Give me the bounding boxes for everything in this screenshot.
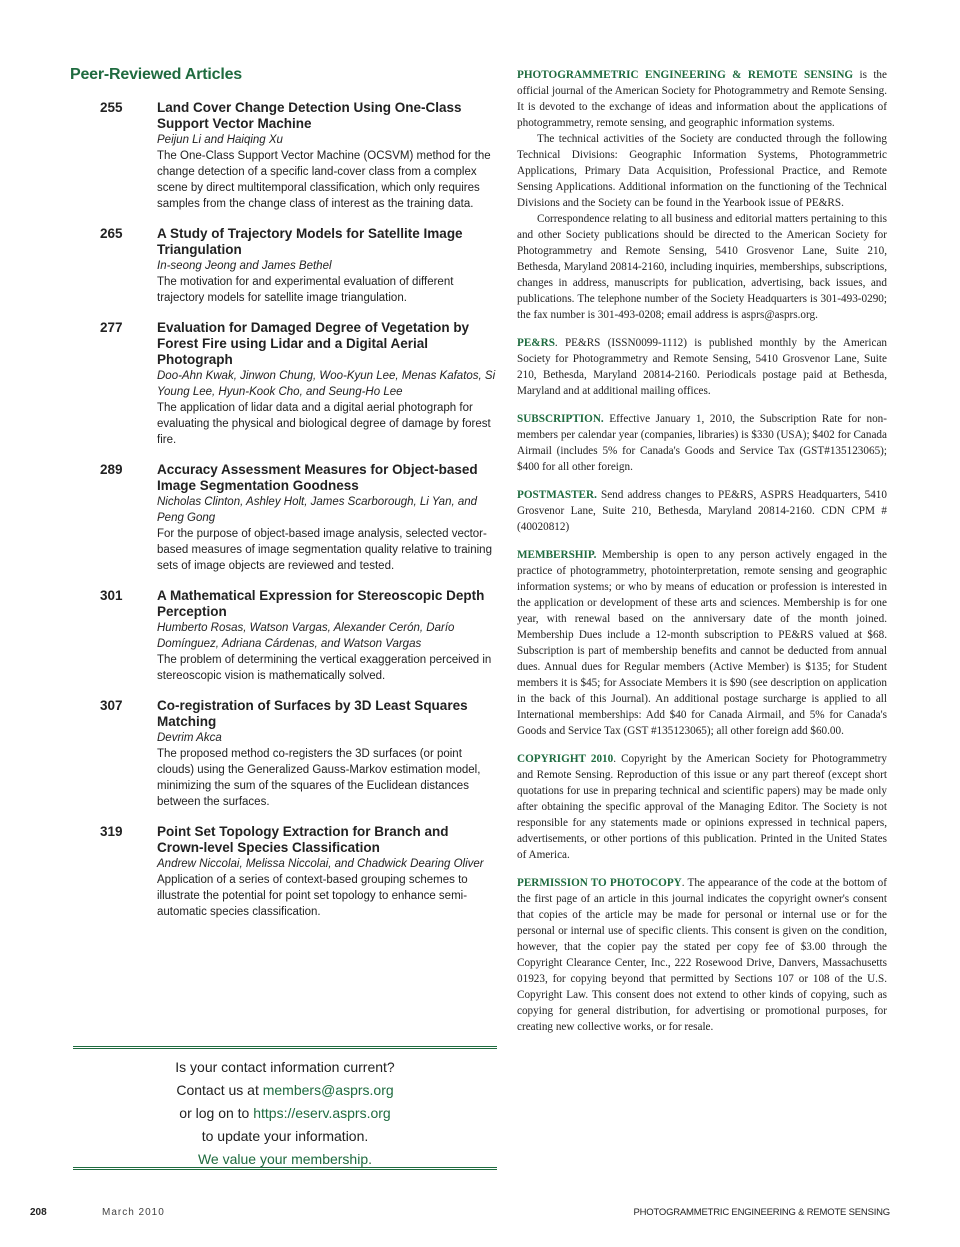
membership-paragraph: MEMBERSHIP. Membership is open to any person actively engaged in the practice of photogrammetry, photointerpretation, remote sensing and geographic information systems; or who by means of education or profession is interested in the application or development of these arts and sciences. Membership is for one year, with renewal based on the anniversary date of the month joined. Membership Dues include a 12-month subscription to PE&RS valued at $68. Subscription is part of membership benefits and cannot be deducted from annual dues. Annual dues for Regular members (Active Member) is $135; for Student members it is $45; for Associate Members it is $90 (see description on application in the back of this Journal). An additional postage surcharge is applied to all International memberships: Add $40 for Canada Airmail, and 5% for Canada's Goods and Service Tax (GST #135123065); all other foreign add $60.00.	[517, 549, 887, 737]
article-title[interactable]: Evaluation for Damaged Degree of Vegetation by Forest Fire using Lidar and a Digital Aerial Photograph	[157, 320, 470, 367]
article-body	[157, 588, 496, 684]
article-page-number: 289	[100, 462, 123, 477]
journal-info	[517, 67, 887, 1047]
eserv-link[interactable]: https://eserv.asprs.org	[253, 1105, 391, 1121]
article-entry	[70, 226, 496, 306]
article-authors: Devrim Akca	[157, 732, 222, 744]
issue-date: March 2010	[102, 1207, 165, 1218]
pers-paragraph: PE&RS. PE&RS (ISSN0099-1112) is published monthly by the American Society for Photogrammetry and Remote Sensing, 5410 Grosvenor Lane, Suite 210, Bethesda, Maryland 20814-2160. Periodicals postage paid at Bethesda, Maryland and at additional mailing offices.	[517, 337, 887, 397]
article-authors: In-seong Jeong and James Bethel	[157, 260, 332, 272]
article-authors: Doo-Ahn Kwak, Jinwon Chung, Woo-Kyun Lee, Menas Kafatos, Si Young Lee, Hyun-Kook Cho, and Seung-Ho Lee	[157, 370, 496, 398]
article-description: The One-Class Support Vector Machine (OCSVM) method for the change detection of a specific land-cover class from a complex scene by direct multitemporal classification, which only requires samples from the change class of interest as the training data.	[157, 150, 491, 210]
article-description: The problem of determining the vertical exaggeration perceived in stereoscopic vision is mathematically solved.	[157, 654, 492, 682]
postmaster-paragraph: POSTMASTER. Send address changes to PE&RS, ASPRS Headquarters, 5410 Grosvenor Lane, Suite 210, Bethesda, Maryland 20814-2160. CDN CPM #(40020812)	[517, 489, 887, 533]
article-body	[157, 698, 496, 810]
article-page-number: 265	[100, 226, 123, 241]
copyright-paragraph: COPYRIGHT 2010. Copyright by the American Society for Photogrammetry and Remote Sensing. Reproduction of this issue or any part thereof (except short quotations for use in preparing technical and scientific papers) may be made only after obtaining the specific approval of the Managing Editor. The Society is not responsible for any statements made or opinions expressed in technical papers, advertisements, or other portions of this publication. Printed in the United States of America.	[517, 753, 887, 861]
article-page-number: 277	[100, 320, 123, 335]
email-link[interactable]: members@asprs.org	[262, 1082, 394, 1098]
article-page-number: 301	[100, 588, 123, 603]
article-page-number: 307	[100, 698, 123, 713]
article-description: The proposed method co-registers the 3D surfaces (or point clouds) using the Generalized Gauss-Markov estimation model, minimizing the sum of the squares of the Euclidean distances between the surfaces.	[157, 748, 481, 808]
article-body	[157, 226, 496, 306]
article-description: For the purpose of object-based image analysis, selected vector-based measures of image segmentation quality relative to training sets of image objects are reviewed and tested.	[157, 528, 492, 572]
notice-update-line: to update your information.	[201, 1128, 369, 1144]
article-authors: Peijun Li and Haiqing Xu	[157, 134, 283, 146]
article-authors: Nicholas Clinton, Ashley Holt, James Scarborough, Li Yan, and Peng Gong	[157, 496, 478, 524]
photocopy-paragraph: PERMISSION TO PHOTOCOPY. The appearance of the code at the bottom of the first page of an article in this journal indicates the copyright owner's consent that copies of the article may be made for personal or internal use or for the personal or internal use of specific clients. This consent is given on the condition, however, that the copier pay the stated per copy fee of $3.00 through the Copyright Clearance Center, Inc., 222 Rosewood Drive, Danvers, Massachusetts 01923, for copying beyond that permitted by Sections 107 or 108 of the U.S. Copyright Law. This consent does not extend to other kinds of copying, such as copying for general distribution, for advertising or promotional purposes, for creating new collective works, or for resale.	[517, 877, 887, 1033]
notice-contact-line: Contact us at members@asprs.org	[176, 1082, 394, 1098]
article-title[interactable]: A Mathematical Expression for Stereoscopic Depth Perception	[157, 588, 485, 619]
article-authors: Andrew Niccolai, Melissa Niccolai, and Chadwick Dearing Oliver	[157, 858, 484, 870]
journal-name: PHOTOGRAMMETRIC ENGINEERING & REMOTE SENSING	[633, 1207, 890, 1218]
contact-notice	[73, 1046, 497, 1170]
notice-question: Is your contact information current?	[175, 1059, 395, 1075]
article-entry	[70, 698, 496, 810]
article-entry	[70, 100, 496, 212]
article-title[interactable]: Point Set Topology Extraction for Branch and Crown-level Species Classification	[157, 824, 449, 855]
section-title: Peer-Reviewed Articles	[70, 66, 242, 83]
page-number: 208	[30, 1207, 47, 1218]
article-body	[157, 824, 496, 920]
article-description: The application of lidar data and a digital aerial photograph for evaluating the physical and biological degree of damage by forest fire.	[157, 402, 491, 446]
article-page-number: 319	[100, 824, 123, 839]
article-entry	[70, 462, 496, 574]
article-authors: Humberto Rosas, Watson Vargas, Alexander Cerón, Darío Domínguez, Adriana Cárdenas, and Watson Vargas	[157, 622, 455, 650]
article-description: Application of a series of context-based grouping schemes to illustrate the potential for point set topology to enhance semi-automatic species classification.	[157, 874, 468, 918]
article-body	[157, 100, 496, 212]
article-list	[70, 100, 496, 920]
correspondence-paragraph: Correspondence relating to all business and editorial matters pertaining to this and other Society publications should be directed to the American Society for Photogrammetry and Remote Sensing, 5410 Grosvenor Lane, Suite 210, Bethesda, Maryland 20814-2160, including inquiries, memberships, subscriptions, changes in address, manuscripts for publication, advertising, back issues, and publications. The telephone number of the Society Headquarters is 301-493-0290; the fax number is 301-493-0208; email address is asprs@asprs.org.	[517, 213, 887, 321]
article-title[interactable]: Land Cover Change Detection Using One-Class Support Vector Machine	[157, 100, 462, 131]
subscription-paragraph: SUBSCRIPTION. Effective January 1, 2010, the Subscription Rate for non-members per calendar year (companies, libraries) is $330 (USA); $402 for Canada Airmail (includes 5% for Canada's Goods and Service Tax (GST#135123065); $400 for all other foreign.	[517, 413, 887, 473]
notice-value-line: We value your membership.	[197, 1151, 373, 1167]
article-title[interactable]: Accuracy Assessment Measures for Object-based Image Segmentation Goodness	[157, 462, 478, 493]
notice-logon-line: or log on to https://eserv.asprs.org	[179, 1105, 391, 1121]
article-page-number: 255	[100, 100, 123, 115]
article-title[interactable]: A Study of Trajectory Models for Satellite Image Triangulation	[157, 226, 463, 257]
intro-paragraph: PHOTOGRAMMETRIC ENGINEERING & REMOTE SENSING is the official journal of the American Society for Photogrammetry and Remote Sensing. It is devoted to the exchange of ideas and information about the applications of photogrammetry, remote sensing, and geographic information systems.	[517, 69, 887, 129]
article-title[interactable]: Co-registration of Surfaces by 3D Least Squares Matching	[157, 698, 468, 729]
table-of-contents	[70, 66, 496, 934]
article-entry	[70, 588, 496, 684]
article-entry	[70, 824, 496, 920]
article-body	[157, 462, 496, 574]
technical-activities-paragraph: The technical activities of the Society are conducted through the following Technical Divisions: Geographic Information Systems, Photogrammetric Applications, Primary Data Acquisition, Professional Practice, and Remote Sensing Applications. Additional information on the functioning of the Technical Divisions and the Society can be found in the Yearbook issue of PE&RS.	[517, 133, 887, 209]
article-body	[157, 320, 496, 448]
article-description: The motivation for and experimental evaluation of different trajectory models for satellite image triangulation.	[157, 276, 454, 304]
article-entry	[70, 320, 496, 448]
